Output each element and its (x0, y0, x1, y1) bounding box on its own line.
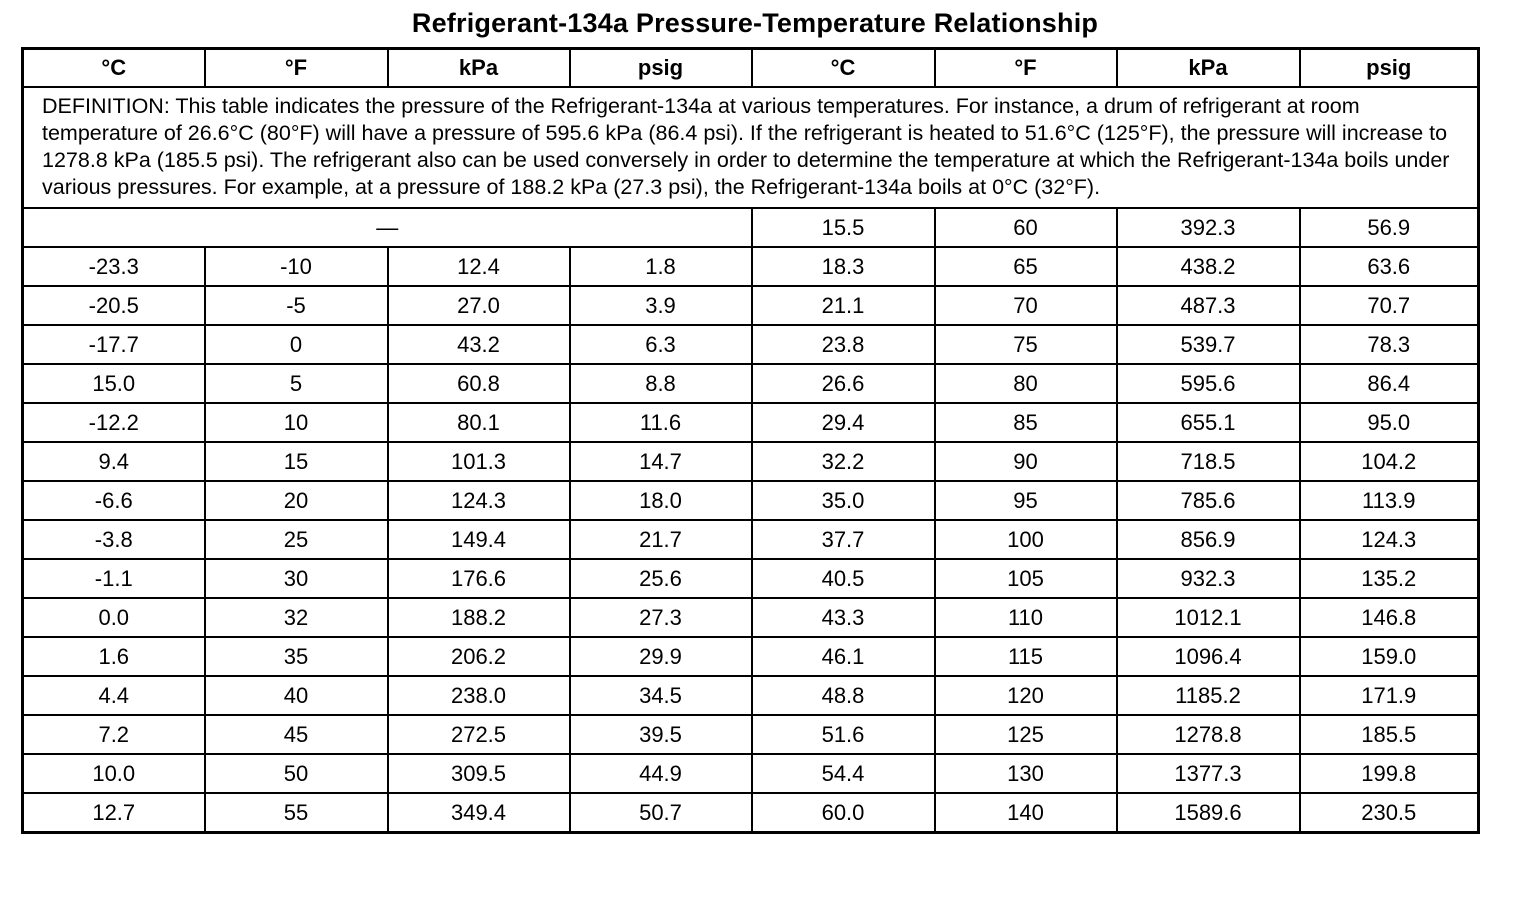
header-celsius-left: °C (23, 49, 205, 88)
table-cell: 55 (205, 793, 388, 833)
table-body (23, 208, 1479, 833)
table-cell: 655.1 (1117, 403, 1300, 442)
table-cell: 27.3 (570, 598, 752, 637)
table-row (23, 715, 1479, 754)
table-cell: -10 (205, 247, 388, 286)
header-psig-right: psig (1300, 49, 1479, 88)
table-cell: 1278.8 (1117, 715, 1300, 754)
table-cell: 50.7 (570, 793, 752, 833)
table-cell: 78.3 (1300, 325, 1479, 364)
table-cell: 785.6 (1117, 481, 1300, 520)
table-row (23, 754, 1479, 793)
table-cell: 29.4 (752, 403, 935, 442)
table-cell: 32 (205, 598, 388, 637)
table-cell: 1377.3 (1117, 754, 1300, 793)
empty-range-dash: — (23, 208, 752, 247)
table-cell: 176.6 (388, 559, 570, 598)
table-cell: 75 (935, 325, 1117, 364)
table-cell: 135.2 (1300, 559, 1479, 598)
table-cell: 206.2 (388, 637, 570, 676)
table-cell: 65 (935, 247, 1117, 286)
table-cell: 115 (935, 637, 1117, 676)
table-cell: -12.2 (23, 403, 205, 442)
table-row (23, 598, 1479, 637)
table-cell: 12.4 (388, 247, 570, 286)
table-cell: 4.4 (23, 676, 205, 715)
table-row (23, 559, 1479, 598)
table-cell: -20.5 (23, 286, 205, 325)
table-cell: 5 (205, 364, 388, 403)
table-cell: 110 (935, 598, 1117, 637)
table-cell: 40 (205, 676, 388, 715)
table-cell: 539.7 (1117, 325, 1300, 364)
table-cell: 105 (935, 559, 1117, 598)
table-cell: 60.8 (388, 364, 570, 403)
table-cell: 8.8 (570, 364, 752, 403)
table-cell: 25 (205, 520, 388, 559)
header-kpa-left: kPa (388, 49, 570, 88)
table-row (23, 208, 1479, 247)
table-cell: 140 (935, 793, 1117, 833)
table-cell: 37.7 (752, 520, 935, 559)
table-cell: 438.2 (1117, 247, 1300, 286)
table-cell: 95 (935, 481, 1117, 520)
table-cell: -3.8 (23, 520, 205, 559)
header-celsius-right: °C (752, 49, 935, 88)
header-kpa-right: kPa (1117, 49, 1300, 88)
table-cell: 40.5 (752, 559, 935, 598)
table-cell: -1.1 (23, 559, 205, 598)
table-cell: 149.4 (388, 520, 570, 559)
table-cell: 48.8 (752, 676, 935, 715)
header-psig-left: psig (570, 49, 752, 88)
table-cell: 80.1 (388, 403, 570, 442)
table-cell: 95.0 (1300, 403, 1479, 442)
header-fahrenheit-left: °F (205, 49, 388, 88)
table-cell: 100 (935, 520, 1117, 559)
table-cell: 3.9 (570, 286, 752, 325)
table-cell: 9.4 (23, 442, 205, 481)
table-cell: 15.5 (752, 208, 935, 247)
table-cell: 15.0 (23, 364, 205, 403)
table-cell: 10.0 (23, 754, 205, 793)
table-cell: 0 (205, 325, 388, 364)
table-cell: 113.9 (1300, 481, 1479, 520)
table-cell: 238.0 (388, 676, 570, 715)
table-cell: 11.6 (570, 403, 752, 442)
table-row (23, 793, 1479, 833)
table-cell: 30 (205, 559, 388, 598)
table-cell: 90 (935, 442, 1117, 481)
table-cell: 14.7 (570, 442, 752, 481)
table-row (23, 286, 1479, 325)
table-cell: 46.1 (752, 637, 935, 676)
table-cell: 86.4 (1300, 364, 1479, 403)
table-cell: -23.3 (23, 247, 205, 286)
table-row (23, 247, 1479, 286)
table-cell: 932.3 (1117, 559, 1300, 598)
table-cell: 349.4 (388, 793, 570, 833)
table-cell: 50 (205, 754, 388, 793)
table-cell: 60 (935, 208, 1117, 247)
table-cell: 21.7 (570, 520, 752, 559)
table-cell: 1589.6 (1117, 793, 1300, 833)
table-cell: 0.0 (23, 598, 205, 637)
table-cell: 130 (935, 754, 1117, 793)
header-row (23, 49, 1479, 88)
table-cell: 70.7 (1300, 286, 1479, 325)
table-cell: 230.5 (1300, 793, 1479, 833)
table-cell: 80 (935, 364, 1117, 403)
table-cell: 124.3 (388, 481, 570, 520)
table-cell: 1096.4 (1117, 637, 1300, 676)
table-cell: 32.2 (752, 442, 935, 481)
table-cell: 20 (205, 481, 388, 520)
table-cell: 124.3 (1300, 520, 1479, 559)
table-cell: 51.6 (752, 715, 935, 754)
table-cell: 29.9 (570, 637, 752, 676)
table-cell: -6.6 (23, 481, 205, 520)
page-title: Refrigerant-134a Pressure-Temperature Relationship (411, 8, 1099, 38)
table-cell: 63.6 (1300, 247, 1479, 286)
definition-row (23, 87, 1479, 208)
table-cell: 15 (205, 442, 388, 481)
table-cell: 60.0 (752, 793, 935, 833)
table-cell: 25.6 (570, 559, 752, 598)
table-cell: 44.9 (570, 754, 752, 793)
table-row (23, 403, 1479, 442)
table-cell: 27.0 (388, 286, 570, 325)
table-cell: 199.8 (1300, 754, 1479, 793)
table-row (23, 676, 1479, 715)
header-fahrenheit-right: °F (935, 49, 1117, 88)
table-row (23, 442, 1479, 481)
table-cell: 185.5 (1300, 715, 1479, 754)
table-cell: 23.8 (752, 325, 935, 364)
table-cell: 7.2 (23, 715, 205, 754)
table-cell: 146.8 (1300, 598, 1479, 637)
table-cell: 26.6 (752, 364, 935, 403)
table-cell: 6.3 (570, 325, 752, 364)
table-cell: 70 (935, 286, 1117, 325)
table-row (23, 481, 1479, 520)
table-cell: 171.9 (1300, 676, 1479, 715)
table-row (23, 364, 1479, 403)
table-cell: 595.6 (1117, 364, 1300, 403)
pressure-temperature-table (21, 47, 1480, 834)
table-cell: 45 (205, 715, 388, 754)
table-cell: 56.9 (1300, 208, 1479, 247)
table-cell: 12.7 (23, 793, 205, 833)
table-cell: 1012.1 (1117, 598, 1300, 637)
table-cell: 34.5 (570, 676, 752, 715)
table-cell: 188.2 (388, 598, 570, 637)
table-cell: -5 (205, 286, 388, 325)
definition-text: DEFINITION: This table indicates the pressure of the Refrigerant-134a at various temperatures. For instance, a drum of refrigerant at room temperature of 26.6°C (80°F) will have a pressure of 595.6 kPa (86.4 psi). If the refrigerant is heated to 51.6°C (125°F), the pressure will increase to 1278.8 kPa (185.5 psi). The refrigerant also can be used conversely in order to determine the temperature at which the Refrigerant-134a boils under various pressures. For example, at a pressure of 188.2 kPa (27.3 psi), the Refrigerant-134a boils at 0°C (32°F). (23, 87, 1479, 208)
table-cell: 18.3 (752, 247, 935, 286)
table-cell: 1185.2 (1117, 676, 1300, 715)
table-cell: 35 (205, 637, 388, 676)
table-cell: 272.5 (388, 715, 570, 754)
table-cell: 487.3 (1117, 286, 1300, 325)
table-cell: 1.8 (570, 247, 752, 286)
table-cell: 392.3 (1117, 208, 1300, 247)
table-row (23, 520, 1479, 559)
table-cell: 10 (205, 403, 388, 442)
table-cell: 1.6 (23, 637, 205, 676)
table-cell: 43.3 (752, 598, 935, 637)
table-cell: 43.2 (388, 325, 570, 364)
table-row (23, 325, 1479, 364)
table-cell: 718.5 (1117, 442, 1300, 481)
table-cell: 104.2 (1300, 442, 1479, 481)
table-cell: 125 (935, 715, 1117, 754)
table-cell: 21.1 (752, 286, 935, 325)
table-cell: 54.4 (752, 754, 935, 793)
table-cell: 39.5 (570, 715, 752, 754)
table-cell: 159.0 (1300, 637, 1479, 676)
table-cell: 35.0 (752, 481, 935, 520)
table-row (23, 637, 1479, 676)
table-cell: 85 (935, 403, 1117, 442)
table-cell: 856.9 (1117, 520, 1300, 559)
table-cell: 120 (935, 676, 1117, 715)
table-cell: -17.7 (23, 325, 205, 364)
table-cell: 18.0 (570, 481, 752, 520)
table-cell: 309.5 (388, 754, 570, 793)
table-cell: 101.3 (388, 442, 570, 481)
